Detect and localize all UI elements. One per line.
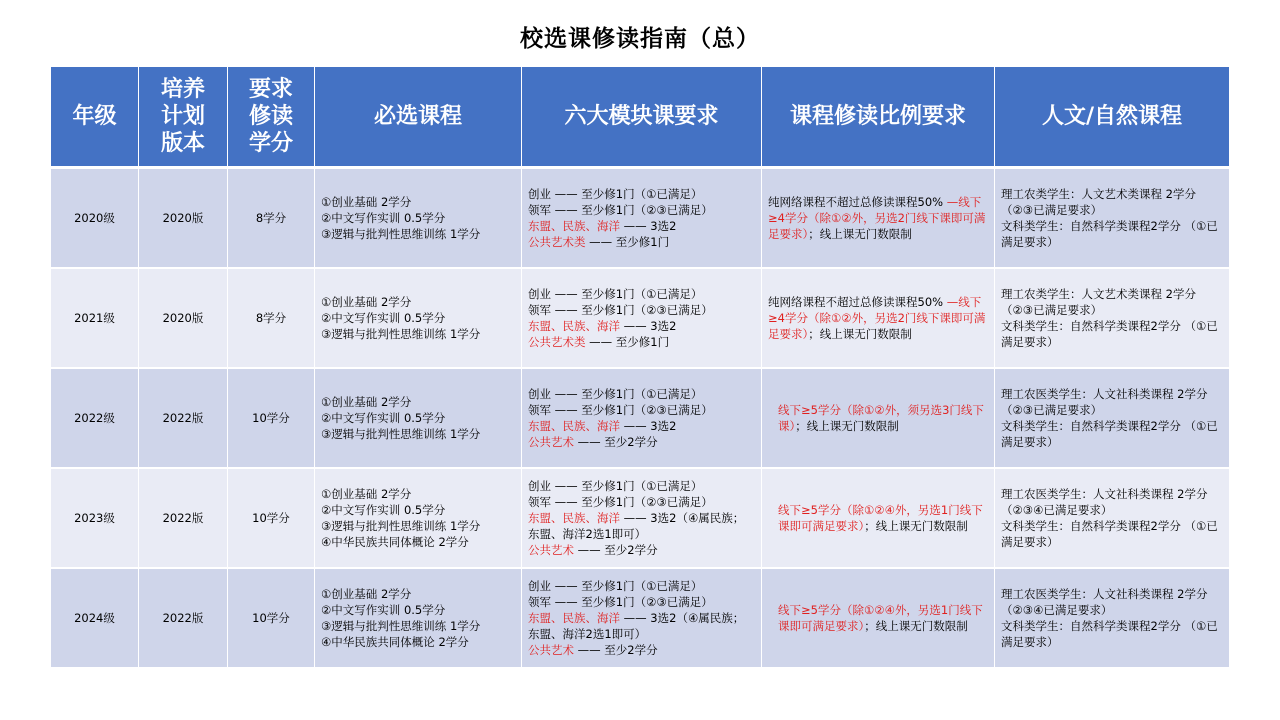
compulsory-item: ④中华民族共同体概论 2学分 xyxy=(321,635,469,649)
module-rest: —— 至少2学分 xyxy=(574,543,658,557)
module-rest: —— 3选2（④属民族；东盟、海洋2选1即可） xyxy=(528,611,745,641)
header-plan-version-line: 培养 xyxy=(160,77,205,102)
table-row xyxy=(51,169,1229,269)
version-cell: 2022版 xyxy=(139,469,228,569)
version-cell: 2020版 xyxy=(139,169,228,269)
humanities-item: 文科类学生：自然科学类课程2学分 （①已满足要求） xyxy=(1001,219,1218,249)
module-line: 领军 —— 至少修1门（②③已满足） xyxy=(528,495,713,509)
module-line: 创业 —— 至少修1门（①已满足） xyxy=(528,187,703,201)
header-required-credits-line: 学分 xyxy=(248,131,293,156)
module-line: 领军 —— 至少修1门（②③已满足） xyxy=(528,203,713,217)
grade-cell: 2023级 xyxy=(51,469,139,569)
module-line xyxy=(528,318,755,334)
header-required-credits-line: 修读 xyxy=(248,104,293,129)
module-highlight: 东盟、民族、海洋 xyxy=(528,419,620,433)
humanities-item: 理工农医类学生：人文社科类课程 2学分 （②③④已满足要求） xyxy=(1001,487,1208,517)
module-highlight: 东盟、民族、海洋 xyxy=(528,219,620,233)
humanities-item: 理工农类学生：人文艺术类课程 2学分 （②③已满足要求） xyxy=(1001,287,1196,317)
modules-cell xyxy=(522,469,762,569)
credits-cell: 8学分 xyxy=(228,269,315,369)
header-required-credits-line: 要求 xyxy=(248,77,293,102)
module-line: 领军 —— 至少修1门（②③已满足） xyxy=(528,303,713,317)
header-grade: 年级 xyxy=(51,67,139,169)
module-line xyxy=(528,334,755,350)
humanities-item: 理工农类学生：人文艺术类课程 2学分 （②③已满足要求） xyxy=(1001,187,1196,217)
header-required-credits xyxy=(228,67,315,169)
credits-cell: 10学分 xyxy=(228,469,315,569)
header-plan-version-line: 计划 xyxy=(160,104,205,129)
module-line: 创业 —— 至少修1门（①已满足） xyxy=(528,579,703,593)
credits-cell: 8学分 xyxy=(228,169,315,269)
table-row xyxy=(51,469,1229,569)
course-guide-table xyxy=(51,67,1229,669)
module-rest: —— 3选2 xyxy=(620,419,677,433)
modules-cell xyxy=(522,269,762,369)
compulsory-item: ②中文写作实训 0.5学分 xyxy=(321,503,446,517)
ratio-text: 纯网络课程不超过总修读课程50% xyxy=(768,195,947,209)
compulsory-cell xyxy=(315,269,522,369)
module-line xyxy=(528,642,755,658)
header-row xyxy=(51,67,1229,169)
ratio-text: ；线上课无门数限制 xyxy=(864,519,968,533)
header-compulsory: 必选课程 xyxy=(315,67,522,169)
module-highlight: 公共艺术类 xyxy=(528,235,586,249)
module-line: 领军 —— 至少修1门（②③已满足） xyxy=(528,595,713,609)
ratio-highlight: —线下≥4学分（除①②外，另选2门线下课即可满足要求） xyxy=(768,295,986,341)
compulsory-item: ①创业基础 2学分 xyxy=(321,487,412,501)
modules-cell xyxy=(522,569,762,669)
compulsory-item: ②中文写作实训 0.5学分 xyxy=(321,603,446,617)
module-rest: —— 3选2（④属民族；东盟、海洋2选1即可） xyxy=(528,511,745,541)
ratio-text: ；线上课无门数限制 xyxy=(808,227,912,241)
grade-cell: 2021级 xyxy=(51,269,139,369)
module-highlight: 公共艺术类 xyxy=(528,335,586,349)
ratio-text: ；线上课无门数限制 xyxy=(808,327,912,341)
module-line xyxy=(528,418,755,434)
ratio-cell xyxy=(762,369,995,469)
module-line xyxy=(528,218,755,234)
version-cell: 2022版 xyxy=(139,369,228,469)
compulsory-item: ①创业基础 2学分 xyxy=(321,395,412,409)
header-plan-version-line: 版本 xyxy=(160,131,205,156)
humanities-cell xyxy=(995,569,1229,669)
modules-cell xyxy=(522,169,762,269)
module-line xyxy=(528,542,755,558)
humanities-item: 文科类学生：自然科学类课程2学分 （①已满足要求） xyxy=(1001,319,1218,349)
humanities-cell xyxy=(995,169,1229,269)
module-highlight: 公共艺术 xyxy=(528,543,574,557)
grade-cell: 2020级 xyxy=(51,169,139,269)
credits-cell: 10学分 xyxy=(228,369,315,469)
ratio-text: 纯网络课程不超过总修读课程50% xyxy=(768,295,947,309)
grade-cell: 2024级 xyxy=(51,569,139,669)
ratio-highlight: 线下≥5学分（除①②④外，另选1门线下课即可满足要求） xyxy=(778,603,983,633)
compulsory-item: ③逻辑与批判性思维训练 1学分 xyxy=(321,619,481,633)
compulsory-item: ③逻辑与批判性思维训练 1学分 xyxy=(321,519,481,533)
ratio-cell xyxy=(762,169,995,269)
module-line: 创业 —— 至少修1门（①已满足） xyxy=(528,387,703,401)
ratio-text: ；线上课无门数限制 xyxy=(795,419,899,433)
module-highlight: 公共艺术 xyxy=(528,435,574,449)
compulsory-item: ①创业基础 2学分 xyxy=(321,295,412,309)
compulsory-item: ①创业基础 2学分 xyxy=(321,587,412,601)
module-line: 创业 —— 至少修1门（①已满足） xyxy=(528,479,703,493)
compulsory-cell xyxy=(315,169,522,269)
module-highlight: 东盟、民族、海洋 xyxy=(528,611,620,625)
module-line: 领军 —— 至少修1门（②③已满足） xyxy=(528,403,713,417)
module-rest: —— 至少修1门 xyxy=(585,235,670,249)
module-rest: —— 至少2学分 xyxy=(574,643,658,657)
header-plan-version xyxy=(139,67,228,169)
compulsory-item: ③逻辑与批判性思维训练 1学分 xyxy=(321,227,481,241)
module-highlight: 东盟、民族、海洋 xyxy=(528,511,620,525)
ratio-cell xyxy=(762,269,995,369)
compulsory-item: ①创业基础 2学分 xyxy=(321,195,412,209)
compulsory-item: ③逻辑与批判性思维训练 1学分 xyxy=(321,427,481,441)
table-row xyxy=(51,369,1229,469)
compulsory-item: ②中文写作实训 0.5学分 xyxy=(321,311,446,325)
compulsory-item: ②中文写作实训 0.5学分 xyxy=(321,411,446,425)
module-line xyxy=(528,510,755,542)
compulsory-item: ②中文写作实训 0.5学分 xyxy=(321,211,446,225)
credits-cell: 10学分 xyxy=(228,569,315,669)
compulsory-cell xyxy=(315,569,522,669)
page-title: 校选课修读指南（总） xyxy=(520,26,760,52)
humanities-cell xyxy=(995,369,1229,469)
ratio-cell xyxy=(762,469,995,569)
compulsory-item: ④中华民族共同体概论 2学分 xyxy=(321,535,469,549)
compulsory-cell xyxy=(315,369,522,469)
grade-cell: 2022级 xyxy=(51,369,139,469)
module-rest: —— 3选2 xyxy=(620,319,677,333)
humanities-item: 理工农医类学生：人文社科类课程 2学分 （②③④已满足要求） xyxy=(1001,587,1208,617)
modules-cell xyxy=(522,369,762,469)
ratio-highlight: 线下≥5学分（除①②外，须另选3门线下课） xyxy=(778,403,984,433)
humanities-cell xyxy=(995,469,1229,569)
humanities-item: 文科类学生：自然科学类课程2学分 （①已满足要求） xyxy=(1001,419,1218,449)
module-highlight: 公共艺术 xyxy=(528,643,574,657)
module-rest: —— 至少修1门 xyxy=(585,335,670,349)
compulsory-item: ③逻辑与批判性思维训练 1学分 xyxy=(321,327,481,341)
header-six-modules: 六大模块课要求 xyxy=(522,67,762,169)
header-ratio: 课程修读比例要求 xyxy=(762,67,995,169)
table-row xyxy=(51,569,1229,669)
module-rest: —— 3选2 xyxy=(620,219,677,233)
humanities-item: 文科类学生：自然科学类课程2学分 （①已满足要求） xyxy=(1001,619,1218,649)
ratio-cell xyxy=(762,569,995,669)
module-highlight: 东盟、民族、海洋 xyxy=(528,319,620,333)
ratio-highlight: —线下≥4学分（除①②外，另选2门线下课即可满足要求） xyxy=(768,195,986,241)
humanities-cell xyxy=(995,269,1229,369)
ratio-highlight: 线下≥5学分（除①②④外，另选1门线下课即可满足要求） xyxy=(778,503,983,533)
humanities-item: 文科类学生：自然科学类课程2学分 （①已满足要求） xyxy=(1001,519,1218,549)
header-humanities: 人文/自然课程 xyxy=(995,67,1229,169)
version-cell: 2022版 xyxy=(139,569,228,669)
module-rest: —— 至少2学分 xyxy=(574,435,658,449)
ratio-text: ；线上课无门数限制 xyxy=(864,619,968,633)
compulsory-cell xyxy=(315,469,522,569)
version-cell: 2020版 xyxy=(139,269,228,369)
table-row xyxy=(51,269,1229,369)
module-line: 创业 —— 至少修1门（①已满足） xyxy=(528,287,703,301)
module-line xyxy=(528,234,755,250)
module-line xyxy=(528,610,755,642)
module-line xyxy=(528,434,755,450)
humanities-item: 理工农医类学生：人文社科类课程 2学分 （②③已满足要求） xyxy=(1001,387,1208,417)
